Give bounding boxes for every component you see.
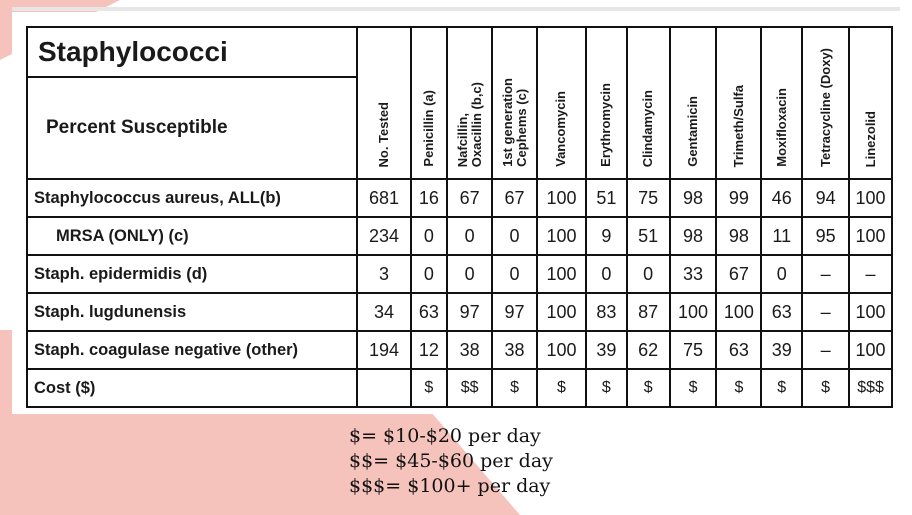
cost-cell: $ (627, 369, 670, 407)
value-cell: 97 (492, 293, 537, 331)
table-title: Staphylococci (27, 27, 357, 77)
value-cell: 16 (411, 179, 448, 217)
value-cell: 0 (627, 255, 670, 293)
value-cell: 0 (447, 255, 492, 293)
row-label: Cost ($) (27, 369, 357, 407)
value-cell: 97 (447, 293, 492, 331)
legend-line: $$$= $100+ per day (349, 475, 551, 497)
value-cell: 12 (411, 331, 448, 369)
table-row (27, 217, 892, 255)
cost-cell: $ (411, 369, 448, 407)
value-cell: 100 (537, 293, 586, 331)
value-cell: 63 (716, 331, 761, 369)
value-cell: – (802, 331, 849, 369)
value-cell: – (849, 255, 892, 293)
column-header: Penicillin (a) (411, 27, 448, 179)
value-cell: 46 (761, 179, 802, 217)
value-cell: 0 (447, 217, 492, 255)
value-cell: – (802, 293, 849, 331)
value-cell: 33 (670, 255, 717, 293)
legend-line: $= $10-$20 per day (349, 425, 541, 447)
value-cell: 100 (849, 179, 892, 217)
column-header: No. Tested (357, 27, 410, 179)
column-header: Erythromycin (586, 27, 627, 179)
cost-cell: $ (492, 369, 537, 407)
row-label: Staph. lugdunensis (27, 293, 357, 331)
column-header: Clindamycin (627, 27, 670, 179)
column-header: Vancomycin (537, 27, 586, 179)
value-cell: 100 (849, 331, 892, 369)
row-label: Staphylococcus aureus, ALL(b) (27, 179, 357, 217)
value-cell: 11 (761, 217, 802, 255)
value-cell: 100 (716, 293, 761, 331)
value-cell: 67 (447, 179, 492, 217)
value-cell: 100 (670, 293, 717, 331)
value-cell: 0 (586, 255, 627, 293)
value-cell: 87 (627, 293, 670, 331)
value-cell: 83 (586, 293, 627, 331)
column-header: Tetracycline (Doxy) (802, 27, 849, 179)
value-cell: 100 (537, 255, 586, 293)
value-cell: 51 (586, 179, 627, 217)
column-header: Nafcillin, Oxacillin (b,c) (447, 27, 492, 179)
value-cell: 194 (357, 331, 410, 369)
value-cell: 38 (447, 331, 492, 369)
cost-cell: $$$ (849, 369, 892, 407)
cost-cell (357, 369, 410, 407)
value-cell: 95 (802, 217, 849, 255)
column-header: Linezolid (849, 27, 892, 179)
value-cell: 0 (411, 255, 448, 293)
value-cell: 0 (492, 217, 537, 255)
row-label: Staph. epidermidis (d) (27, 255, 357, 293)
value-cell: 98 (716, 217, 761, 255)
value-cell: 3 (357, 255, 410, 293)
header-row (27, 27, 892, 77)
cost-cell: $ (761, 369, 802, 407)
value-cell: 0 (492, 255, 537, 293)
value-cell: 67 (716, 255, 761, 293)
value-cell: 51 (627, 217, 670, 255)
value-cell: 9 (586, 217, 627, 255)
cost-cell: $ (802, 369, 849, 407)
table-row (27, 331, 892, 369)
value-cell: – (802, 255, 849, 293)
susceptibility-table (26, 26, 893, 408)
value-cell: 100 (537, 179, 586, 217)
table-row (27, 255, 892, 293)
value-cell: 94 (802, 179, 849, 217)
legend-line: $$= $45-$60 per day (349, 450, 553, 472)
cost-legend (349, 424, 553, 499)
value-cell: 38 (492, 331, 537, 369)
top-rule (12, 7, 900, 11)
cost-cell: $ (586, 369, 627, 407)
value-cell: 39 (761, 331, 802, 369)
row-label: Staph. coagulase negative (other) (27, 331, 357, 369)
value-cell: 0 (411, 217, 448, 255)
column-header: Moxifloxacin (761, 27, 802, 179)
table-row (27, 369, 892, 407)
value-cell: 34 (357, 293, 410, 331)
value-cell: 234 (357, 217, 410, 255)
table-subtitle: Percent Susceptible (27, 77, 357, 179)
cost-cell: $$ (447, 369, 492, 407)
value-cell: 99 (716, 179, 761, 217)
column-header: 1st generation Cephems (c) (492, 27, 537, 179)
value-cell: 63 (761, 293, 802, 331)
value-cell: 100 (537, 217, 586, 255)
cost-cell: $ (537, 369, 586, 407)
value-cell: 98 (670, 217, 717, 255)
cost-cell: $ (670, 369, 717, 407)
value-cell: 100 (849, 293, 892, 331)
cost-cell: $ (716, 369, 761, 407)
value-cell: 100 (537, 331, 586, 369)
column-header: Gentamicin (670, 27, 717, 179)
value-cell: 75 (627, 179, 670, 217)
value-cell: 67 (492, 179, 537, 217)
row-label: MRSA (ONLY) (c) (27, 217, 357, 255)
value-cell: 100 (849, 217, 892, 255)
value-cell: 62 (627, 331, 670, 369)
column-header: Trimeth/Sulfa (716, 27, 761, 179)
table-row (27, 293, 892, 331)
table-row (27, 179, 892, 217)
value-cell: 98 (670, 179, 717, 217)
value-cell: 681 (357, 179, 410, 217)
value-cell: 0 (761, 255, 802, 293)
value-cell: 63 (411, 293, 448, 331)
value-cell: 75 (670, 331, 717, 369)
value-cell: 39 (586, 331, 627, 369)
